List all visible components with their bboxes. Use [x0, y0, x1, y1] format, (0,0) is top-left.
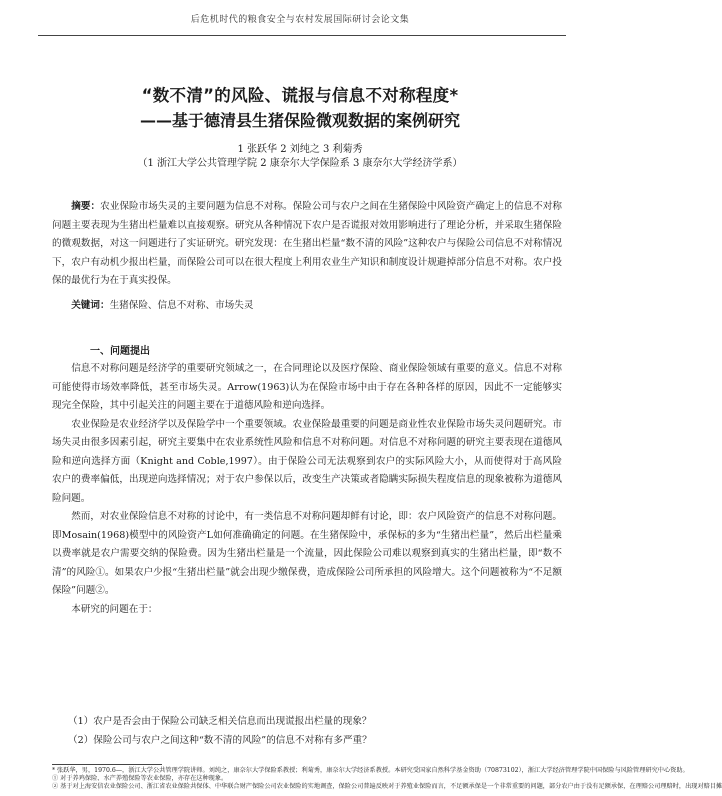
footnote-rule: [52, 764, 162, 765]
footnote: ② 基于对上海安信农业保险公司、浙江省农业保险共保体、中华联合财产保险公司农业保险的实地调查，保险公司普遍反映对于养殖业保险而言，不足额承保是一个非常重要的问题，部分农户由于没有足额承保，在理赔公司理赔时，出现对赔目摊: [52, 783, 722, 790]
section-body: [52, 360, 562, 619]
keywords: [52, 297, 562, 316]
research-question: （1）农户是否会由于保险公司缺乏相关信息而出现谎报出栏量的现象？: [68, 716, 372, 727]
abstract-text: 农业保险市场失灵的主要问题为信息不对称。保险公司与农户之间在生猪保险中风险资产确定上的信息不对称问题主要表现为生猪出栏量难以直接观察。研究从各种情况下农户是否谎报对效用影响进行了理论分析，并采取生猪保险的微观数据，对这一问题进行了实证研究。研究发现：在生猪出栏量“数不清的风险”这种农户与保险公司信息不对称情况下，农户有动机少报出栏量，而保险公司可以在很大程度上利用农业生产知识和制度设计规避掉部分信息不对称。农户投保的最优行为在于真实投保。: [52, 201, 563, 286]
abstract: [52, 198, 562, 291]
research-questions: [68, 713, 568, 750]
author-affiliations: （1 浙江大学公共管理学院 2 康奈尔大学保险系 3 康奈尔大学经济学系）: [137, 158, 463, 169]
keywords-text: 生猪保险、信息不对称、市场失灵: [109, 300, 254, 311]
running-header: 后危机时代的粮食安全与农村发展国际研讨会论文集: [190, 15, 410, 25]
footnote: ① 对于养鸡保险、水产养殖保险等农业保险，亦存在这种现象。: [52, 775, 228, 782]
paper-title: “数不清”的风险、谎报与信息不对称程度*: [141, 86, 459, 105]
abstract-label: 摘要：: [71, 201, 101, 212]
paper-subtitle: ——基于德清县生猪保险微观数据的案例研究: [139, 111, 460, 130]
footnotes: [52, 767, 722, 791]
paragraph: 农业保险是农业经济学以及保险学中一个重要领域。农业保险最重要的问题是商业性农业保险市场失灵问题研究。市场失灵由很多因素引起，研究主要集中在农业系统性风险和信息不对称问题。对信息不对称问题的研究主要表现在道德风险和逆向选择方面（Knight and Coble,1997）。由于保险公司无法观察到农户的实际风险大小，从而使得对于高风险农户的费率偏低，出现逆向选择情况；对于农户参保以后，改变生产决策或者隐瞒实际损失程度信息的现象被称为道德风险问题。: [52, 418, 562, 504]
author-list: 1 张跃华 2 刘纯之 3 利菊秀: [237, 144, 363, 155]
paragraph: 信息不对称问题是经济学的重要研究领域之一，在合同理论以及医疗保险、商业保险领域有重要的意义。信息不对称可能使得市场效率降低，甚至市场失灵。Arrow(1963)认为在保险市场中由于存在各种各样的原因，因此不一定能够实现完全保险，其中引起关注的问题主要在于道德风险和逆向选择。: [52, 363, 562, 411]
paragraph: 然而，对农业保险信息不对称的讨论中，有一类信息不对称问题却鲜有讨论，即：农户风险资产的信息不对称问题。即Mosain(1968)模型中的风险资产L如何准确确定的问题。在生猪保险中，承保标的多为“生猪出栏量”，然后出栏量乘以费率就是农户需要交纳的保险费。因为生猪出栏量是一个流量，因此保险公司难以观察到真实的生猪出栏量，即“数不清”的风险①。如果农户少报“生猪出栏量”就会出现少缴保费，造成保险公司所承担的风险增大。这个问题被称为“不足额保险”问题②。: [52, 511, 562, 596]
paragraph: 本研究的问题在于：: [71, 603, 158, 615]
header-rule: [38, 35, 566, 36]
section-heading: 一、问题提出: [90, 346, 150, 357]
footnote: * 张跃华，男，1970.6—，浙江大学公共管理学院讲师。刘纯之，康奈尔大学保险系教授；利菊秀，康奈尔大学经济系教授。本研究受国家自然科学基金资助（70873102），浙江大学经济管理学院中国保险与风险管理研究中心资助。: [52, 767, 689, 774]
research-question: （2）保险公司与农户之间这种“数不清的风险”的信息不对称有多严重？: [68, 734, 372, 746]
keywords-label: 关键词：: [71, 300, 110, 311]
